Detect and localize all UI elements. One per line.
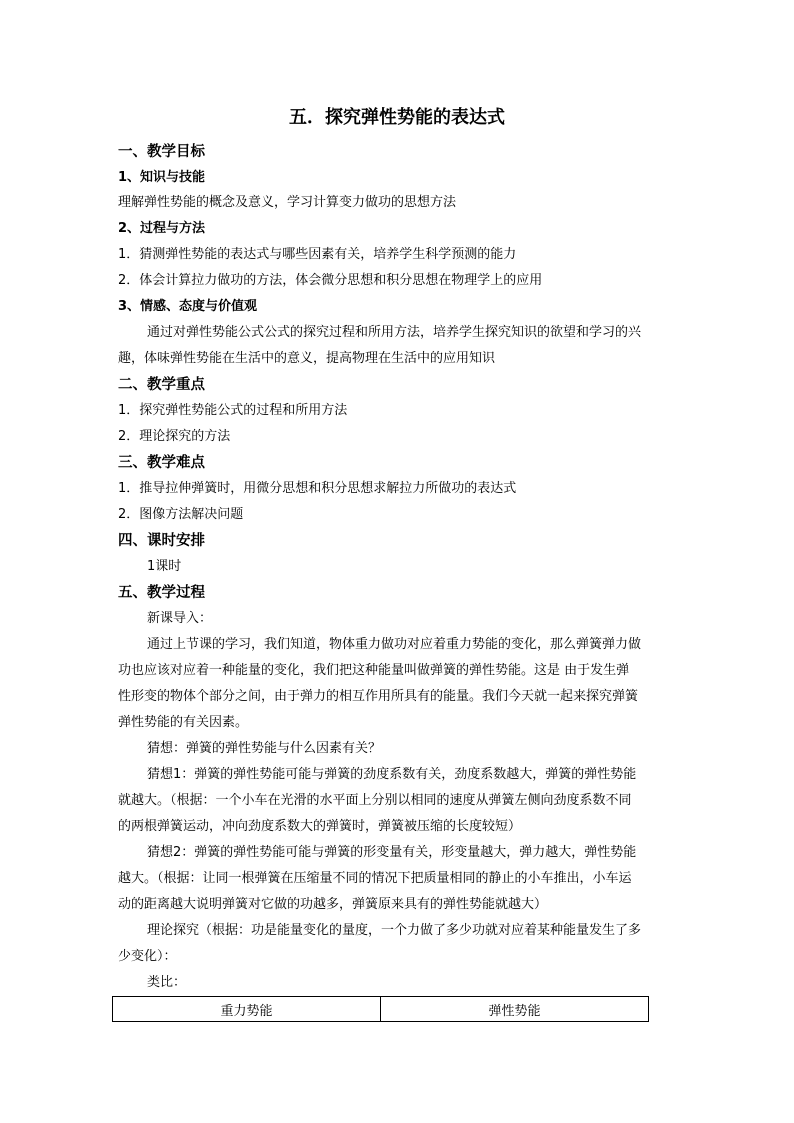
body-text: 类比：: [147, 975, 187, 990]
list-item: 2．体会计算拉力做功的方法，体会微分思想和积分思想在物理学上的应用: [118, 273, 543, 288]
body-text: 猜想2：弹簧的弹性势能可能与弹簧的形变量有关，形变量越大，弹力越大，弹性势能: [147, 845, 637, 860]
body-text: 功也应该对应着一种能量的变化，我们把这种能量叫做弹簧的弹性势能。这是 由于发生弹: [118, 663, 630, 678]
body-text: 动的距离越大说明弹簧对它做的功越多，弹簧原来具有的弹性势能就越大）: [118, 897, 548, 912]
body-text: 通过对弹性势能公式公式的探究过程和所用方法，培养学生探究知识的欲望和学习的兴: [147, 325, 642, 340]
list-item: 1．推导拉伸弹簧时，用微分思想和积分思想求解拉力所做功的表达式: [118, 481, 517, 496]
page-title: 五．探究弹性势能的表达式: [289, 107, 505, 128]
body-text: 就越大。（根据：一个小车在光滑的水平面上分别以相同的速度从弹簧左侧向劲度系数不同: [118, 793, 632, 808]
body-text: 猜想1：弹簧的弹性势能可能与弹簧的劲度系数有关，劲度系数越大，弹簧的弹性势能: [147, 767, 637, 782]
table-row: [113, 997, 649, 1022]
body-text: 趣，体味弹性势能在生活中的意义，提高物理在生活中的应用知识: [118, 351, 496, 366]
body-text: 理论探究（根据：功是能量变化的量度，一个力做了多少功就对应着某种能量发生了多: [147, 923, 642, 938]
subsection-heading: 3、情感、态度与价值观: [118, 299, 258, 314]
body-text: 通过上节课的学习，我们知道，物体重力做功对应着重力势能的变化，那么弹簧弹力做: [147, 637, 642, 652]
section-heading: 三、教学难点: [118, 455, 205, 471]
body-text: 少变化）：: [118, 949, 177, 964]
body-text: 新课导入：: [147, 611, 213, 626]
body-text: 1课时: [147, 559, 182, 574]
body-text: 猜想：弹簧的弹性势能与什么因素有关？: [147, 741, 382, 756]
section-heading: 一、教学目标: [118, 144, 205, 160]
list-item: 1．猜测弹性势能的表达式与哪些因素有关，培养学生科学预测的能力: [118, 247, 517, 262]
table-header-cell: 重力势能: [113, 997, 381, 1022]
body-text: 弹性势能的有关因素。: [118, 715, 249, 730]
section-heading: 五、教学过程: [118, 585, 205, 601]
subsection-heading: 1、知识与技能: [118, 170, 206, 185]
list-item: 2．理论探究的方法: [118, 429, 231, 444]
body-text: 性形变的物体个部分之间，由于弹力的相互作用所具有的能量。我们今天就一起来探究弹簧: [118, 689, 639, 704]
table-header-cell: 弹性势能: [381, 997, 649, 1022]
section-heading: 四、课时安排: [118, 533, 205, 549]
subsection-heading: 2、过程与方法: [118, 221, 206, 236]
section-heading: 二、教学重点: [118, 377, 205, 393]
comparison-table: [112, 996, 649, 1022]
body-text: 越大。（根据：让同一根弹簧在压缩量不同的情况下把质量相同的静止的小车推出，小车运: [118, 871, 632, 886]
list-item: 1．探究弹性势能公式的过程和所用方法: [118, 403, 348, 418]
list-item: 2．图像方法解决问题: [118, 507, 244, 522]
body-text: 理解弹性势能的概念及意义，学习计算变力做功的思想方法: [118, 195, 457, 210]
body-text: 的两根弹簧运动，冲向劲度系数大的弹簧时，弹簧被压缩的长度较短）: [118, 819, 522, 834]
